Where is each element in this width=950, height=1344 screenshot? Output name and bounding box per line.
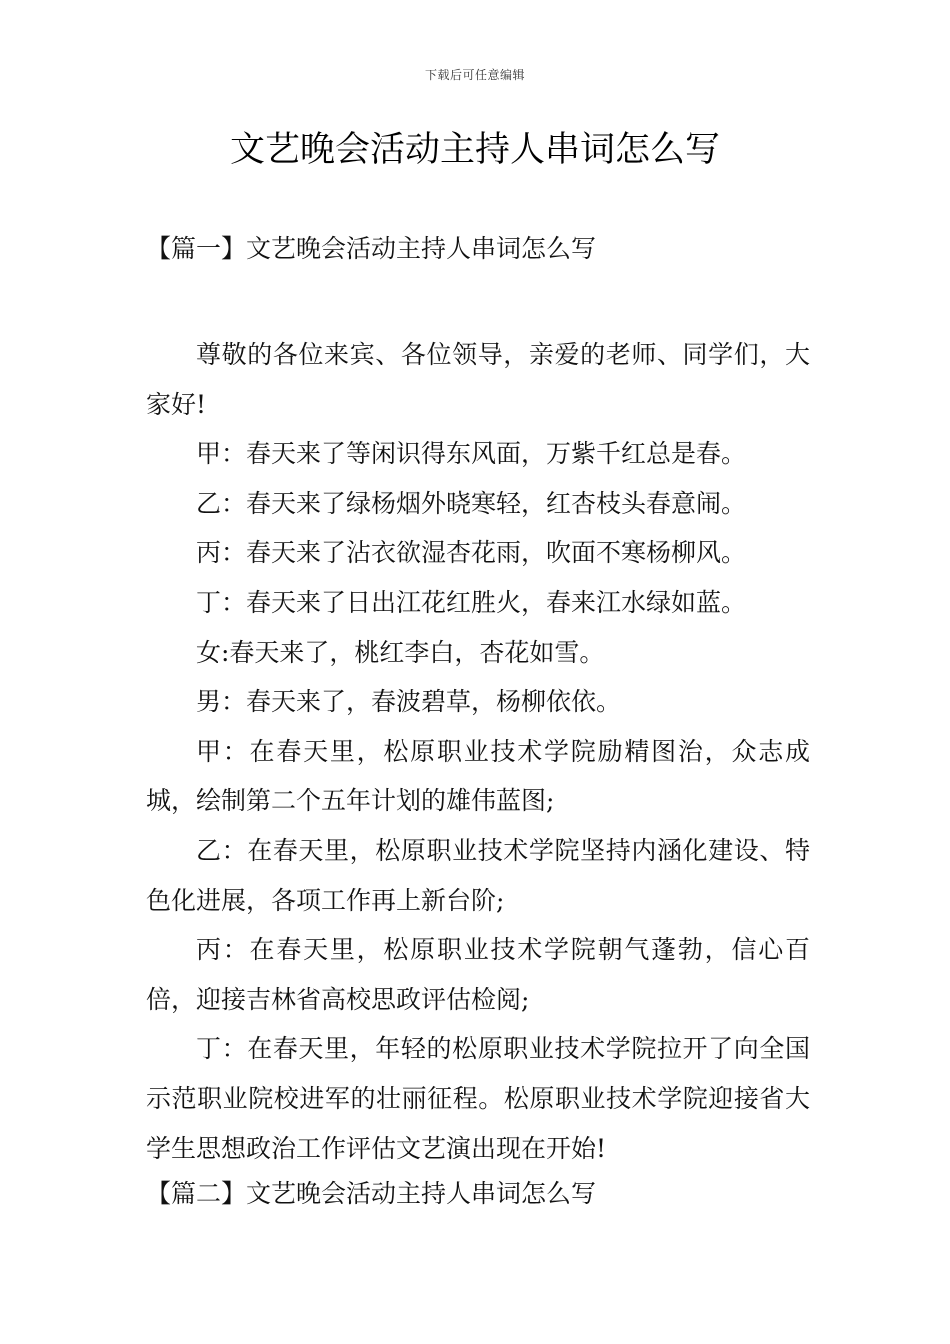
paragraph-line: 甲：春天来了等闲识得东风面，万紫千红总是春。 xyxy=(196,439,747,469)
section-heading-2: 【篇二】文艺晚会活动主持人串词怎么写 xyxy=(146,1179,597,1208)
paragraph-line: 乙：在春天里，松原职业技术学院坚持内涵化建设、特色化进展，各项工作再上新台阶; xyxy=(146,835,810,915)
paragraph-line: 男：春天来了，春波碧草，杨柳依依。 xyxy=(196,687,622,717)
body-text xyxy=(146,330,810,1173)
paragraph-line: 丁：春天来了日出江花红胜火，春来江水绿如蓝。 xyxy=(196,587,747,617)
paragraph-line: 丙：在春天里，松原职业技术学院朝气蓬勃，信心百倍，迎接吉林省高校思政评估检阅; xyxy=(146,935,810,1014)
paragraph-line: 丁：在春天里，年轻的松原职业技术学院拉开了向全国示范职业院校进军的壮丽征程。松原职业技术学院迎接省大学生思想政治工作评估文艺演出现在开始! xyxy=(146,1034,810,1163)
paragraph-line: 甲：在春天里，松原职业技术学院励精图治，众志成城，绘制第二个五年计划的雄伟蓝图; xyxy=(146,736,810,816)
paragraph-line: 女:春天来了，桃红李白，杏花如雪。 xyxy=(196,637,605,667)
paragraph-line: 乙：春天来了绿杨烟外晓寒轻，红杏枝头春意闹。 xyxy=(196,488,747,518)
section-heading-1: 【篇一】文艺晚会活动主持人串词怎么写 xyxy=(146,234,597,263)
paragraph-greeting: 尊敬的各位来宾、各位领导，亲爱的老师、同学们，大家好! xyxy=(146,340,810,419)
header-note: 下载后可任意编辑 xyxy=(424,68,525,82)
paragraph-line: 丙：春天来了沾衣欲湿杏花雨，吹面不寒杨柳风。 xyxy=(196,538,747,568)
document-title: 文艺晚会活动主持人串词怎么写 xyxy=(229,130,720,170)
